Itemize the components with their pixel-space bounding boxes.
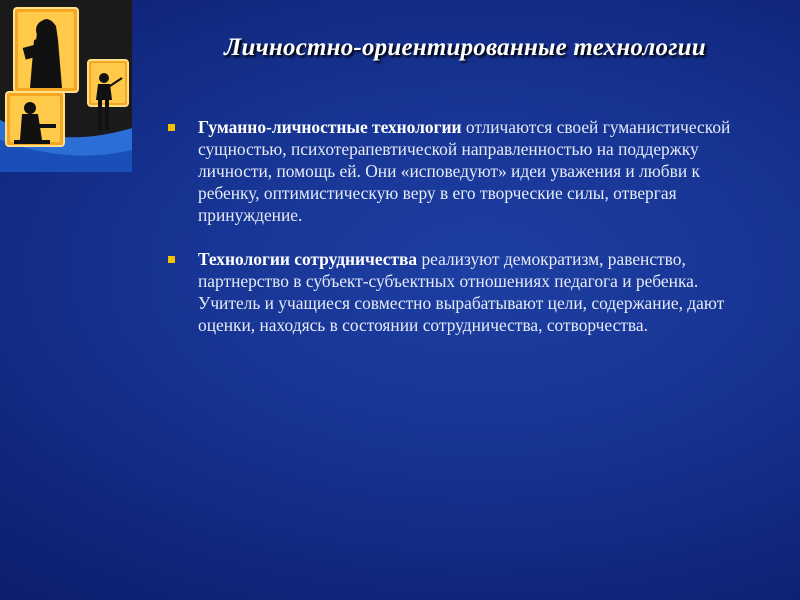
- teacher-students-silhouettes-icon: [0, 0, 132, 172]
- bullet-text: отличаются своей гуманистической сущностью, психотерапевтической направленностью на поддержку личности, помощь ей. Они «исповедуют» идеи уважения и любви к ребенку, оптимистическую веру в его творческие силы, отвергая принуждение.: [198, 117, 731, 225]
- bullet-text: реализуют демократизм, равенство, партнерство в субъект-субъектных отношениях педагога и ребенка. Учитель и учащиеся совместно вырабатывают цели, содержание, дают оценки, находясь в состоянии сотрудничества, сотворчества.: [198, 249, 725, 335]
- bullet-term: Гуманно-личностные технологии: [198, 117, 462, 137]
- list-item: [168, 116, 758, 226]
- bullet-term: Технологии сотрудничества: [198, 249, 418, 269]
- bullet-list: [168, 116, 758, 358]
- square-bullet-icon: [168, 256, 175, 263]
- list-item: [168, 248, 758, 336]
- square-bullet-icon: [168, 124, 175, 131]
- slide-title: Личностно-ориентированные технологии: [224, 34, 706, 61]
